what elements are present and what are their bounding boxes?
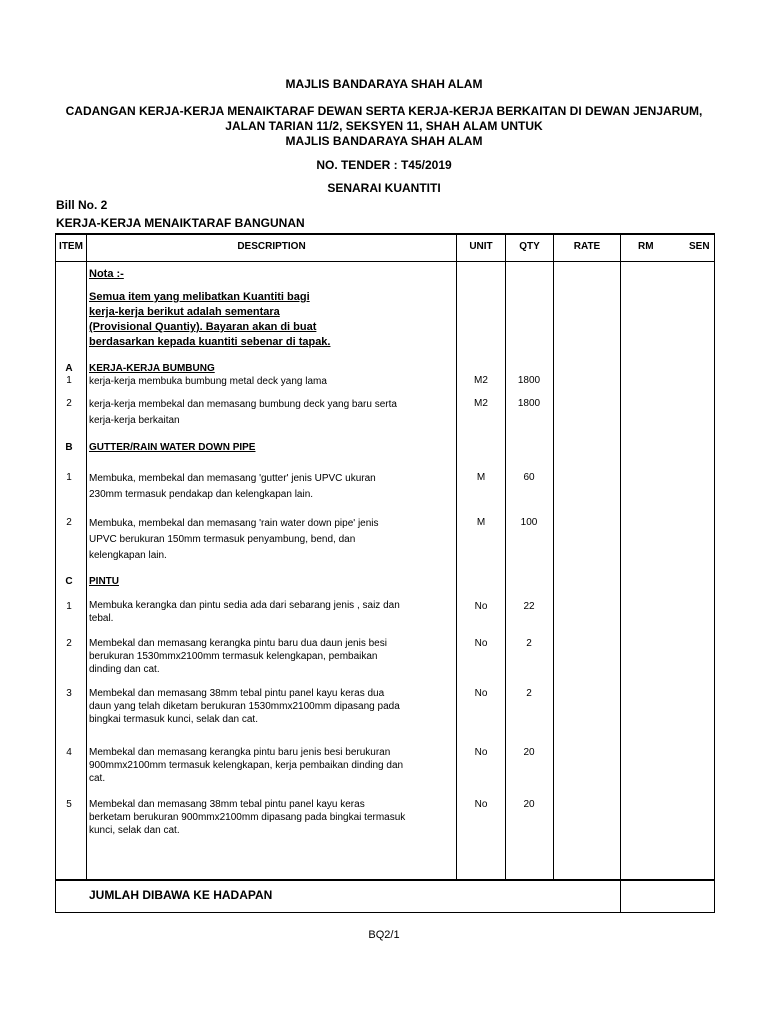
item-number: 1: [66, 472, 72, 483]
col-border-qty: [553, 233, 554, 880]
bill-title: KERJA-KERJA MENAIKTARAF BANGUNAN: [56, 216, 305, 230]
desc-line: kelengkapan lain.: [89, 550, 167, 561]
header-unit: UNIT: [469, 241, 493, 252]
footer-top-border: [55, 879, 715, 881]
item-qty: 2: [526, 688, 532, 699]
note-title: Nota :-: [89, 268, 124, 280]
item-qty: 1800: [517, 375, 541, 386]
item-number: 2: [66, 638, 72, 649]
item-description: [89, 746, 451, 785]
note-line: Semua item yang melibatkan Kuantiti bagi: [89, 291, 310, 303]
section-title: GUTTER/RAIN WATER DOWN PIPE: [89, 442, 256, 453]
title-line-1: CADANGAN KERJA-KERJA MENAIKTARAF DEWAN SERTA KERJA-KERJA BERKAITAN DI DEWAN JENJARUM,: [65, 104, 703, 118]
desc-line: Membekal dan memasang kerangka pintu baru jenis besi berukuran: [89, 747, 391, 758]
item-description: [89, 397, 451, 429]
desc-line: Membekal dan memasang 38mm tebal pintu panel kayu keras: [89, 799, 365, 810]
desc-line: tebal.: [89, 613, 114, 624]
header-rate: RATE: [573, 241, 601, 252]
item-unit: No: [474, 638, 488, 649]
desc-line: Membuka, membekal dan memasang 'gutter' jenis UPVC ukuran: [89, 473, 376, 484]
desc-line: bingkai termasuk kunci, selak dan cat.: [89, 714, 258, 725]
desc-line: daun yang telah diketam berukuran 1530mmx2100mm dipasang pada: [89, 701, 400, 712]
document-type: SENARAI KUANTITI: [327, 181, 441, 195]
item-qty: 60: [523, 472, 535, 483]
section-title: PINTU: [89, 576, 119, 587]
header-item: ITEM: [59, 241, 83, 252]
item-number: 2: [66, 398, 72, 409]
bill-number: Bill No. 2: [56, 198, 108, 212]
item-unit: M: [476, 517, 486, 528]
item-description: [89, 471, 451, 503]
col-border-unit: [505, 233, 506, 880]
item-qty: 22: [523, 601, 535, 612]
desc-line: kerja-kerja membekal dan memasang bumbung deck yang baru serta: [89, 399, 397, 410]
desc-line: Membuka, membekal dan memasang 'rain water down pipe' jenis: [89, 518, 379, 529]
header-description: DESCRIPTION: [237, 241, 306, 252]
item-qty: 20: [523, 799, 535, 810]
table-bottom-border: [55, 912, 715, 913]
item-unit: M: [476, 472, 486, 483]
item-unit: M2: [474, 375, 488, 386]
col-border-right: [714, 233, 715, 913]
desc-line: Membuka kerangka dan pintu sedia ada dari sebarang jenis , saiz dan: [89, 600, 400, 611]
desc-line: Membekal dan memasang 38mm tebal pintu panel kayu keras dua: [89, 688, 385, 699]
note-line: berdasarkan kepada kuantiti sebenar di tapak.: [89, 336, 331, 348]
item-number: 4: [66, 747, 72, 758]
item-unit: No: [474, 799, 488, 810]
item-description: [89, 374, 451, 390]
item-number: 2: [66, 517, 72, 528]
desc-line: berketam berukuran 900mmx2100mm dipasang pada bingkai termasuk: [89, 812, 406, 823]
item-qty: 100: [520, 517, 538, 528]
table-top-border: [55, 233, 715, 235]
item-description: [89, 637, 451, 676]
desc-line: kerja-kerja membuka bumbung metal deck yang lama: [89, 376, 327, 387]
desc-line: kunci, selak dan cat.: [89, 825, 180, 836]
desc-line: Membekal dan memasang kerangka pintu baru dua daun jenis besi: [89, 638, 387, 649]
item-number: 1: [66, 375, 72, 386]
note-line: kerja-kerja berikut adalah sementara: [89, 306, 280, 318]
section-code: B: [65, 442, 73, 453]
org-name: MAJLIS BANDARAYA SHAH ALAM: [285, 77, 483, 91]
note-text: [89, 290, 330, 350]
item-unit: No: [474, 747, 488, 758]
tender-number: NO. TENDER : T45/2019: [316, 158, 452, 172]
item-qty: 2: [526, 638, 532, 649]
item-number: 1: [66, 601, 72, 612]
item-number: 3: [66, 688, 72, 699]
desc-line: cat.: [89, 773, 106, 784]
item-description: [89, 798, 451, 837]
col-border-item: [86, 233, 87, 880]
section-code: A: [65, 363, 73, 374]
desc-line: 230mm termasuk pendakap dan kelengkapan lain.: [89, 489, 314, 500]
section-title: KERJA-KERJA BUMBUNG: [89, 363, 215, 374]
desc-line: UPVC berukuran 150mm termasuk penyambung, bend, dan: [89, 534, 356, 545]
header-sen: SEN: [689, 241, 710, 252]
desc-line: 900mmx2100mm termasuk kelengkapan, kerja pembaikan dinding dan: [89, 760, 404, 771]
title-line-2: JALAN TARIAN 11/2, SEKSYEN 11, SHAH ALAM UNTUK: [225, 119, 543, 133]
header-rm: RM: [638, 241, 654, 252]
desc-line: dinding dan cat.: [89, 664, 160, 675]
item-unit: No: [474, 601, 488, 612]
item-description: [89, 516, 451, 564]
carried-forward-label: JUMLAH DIBAWA KE HADAPAN: [89, 888, 273, 902]
section-code: C: [65, 576, 73, 587]
item-number: 5: [66, 799, 72, 810]
item-unit: M2: [474, 398, 488, 409]
title-line-3: MAJLIS BANDARAYA SHAH ALAM: [285, 134, 483, 148]
item-unit: No: [474, 688, 488, 699]
col-border-rate: [620, 233, 621, 913]
item-qty: 20: [523, 747, 535, 758]
desc-line: berukuran 1530mmx2100mm termasuk kelengkapan, pembaikan: [89, 651, 378, 662]
header-qty: QTY: [519, 241, 540, 252]
col-border-desc: [456, 233, 457, 880]
item-qty: 1800: [517, 398, 541, 409]
note-line: (Provisional Quantiy). Bayaran akan di buat: [89, 321, 317, 333]
desc-line: kerja-kerja berkaitan: [89, 415, 180, 426]
page-reference: BQ2/1: [368, 929, 400, 941]
item-description: [89, 687, 451, 726]
item-description: [89, 599, 451, 625]
header-bottom-border: [55, 261, 715, 262]
col-border-left: [55, 233, 56, 913]
